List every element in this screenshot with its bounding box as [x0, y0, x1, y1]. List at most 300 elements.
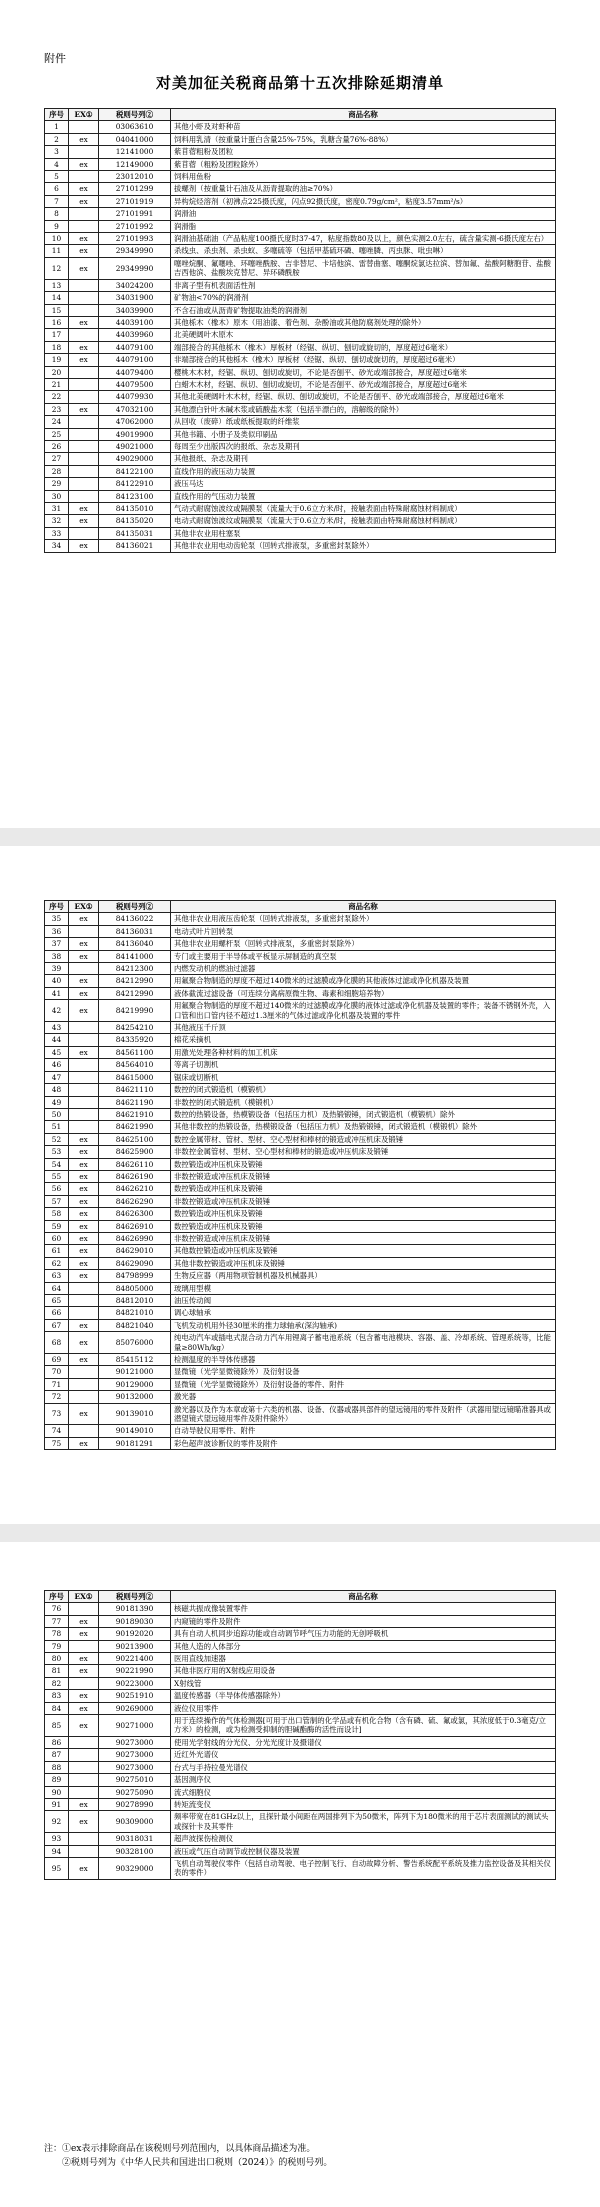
cell-seq: 11	[45, 245, 69, 257]
cell-seq: 86	[45, 1736, 69, 1748]
cell-name: 用氟聚合物制造的厚度不超过140微米的过滤膜或净化膜的其他液体过滤或净化机器及装置	[171, 975, 556, 987]
cell-code: 84123100	[99, 490, 171, 502]
cell-code: 44079500	[99, 378, 171, 390]
cell-seq: 12	[45, 257, 69, 279]
cell-seq: 46	[45, 1059, 69, 1071]
cell-name: 检测温度的半导体传感器	[171, 1354, 556, 1366]
cell-name: 每周至少出版四次的报纸、杂志及期刊	[171, 440, 556, 452]
cell-code: 34031900	[99, 292, 171, 304]
cell-code: 84122100	[99, 465, 171, 477]
cell-code: 90275090	[99, 1786, 171, 1798]
cell-code: 90221400	[99, 1653, 171, 1665]
table-row	[45, 1354, 556, 1366]
cell-name: 其他栎木（橡木）原木（用油漆、着色剂、杂酚油或其他防腐剂处理的除外）	[171, 316, 556, 328]
cell-ex: ex	[69, 1665, 99, 1677]
table-row	[45, 527, 556, 539]
table-row	[45, 1378, 556, 1390]
cell-ex	[69, 1640, 99, 1652]
table-row	[45, 1108, 556, 1120]
table-row	[45, 1220, 556, 1232]
cell-code: 84629010	[99, 1245, 171, 1257]
cell-ex: ex	[69, 1245, 99, 1257]
cell-ex: ex	[69, 503, 99, 515]
table-row	[45, 453, 556, 465]
cell-code: 84136022	[99, 913, 171, 925]
cell-ex: ex	[69, 975, 99, 987]
cell-name: 转矩流变仪	[171, 1798, 556, 1810]
cell-ex: ex	[69, 354, 99, 366]
table-row	[45, 963, 556, 975]
table-row	[45, 1761, 556, 1773]
cell-seq: 27	[45, 453, 69, 465]
cell-seq: 34	[45, 540, 69, 552]
table-row	[45, 233, 556, 245]
table-row	[45, 1084, 556, 1096]
cell-name: 数控的闭式锻造机（模锻机）	[171, 1084, 556, 1096]
cell-ex: ex	[69, 1615, 99, 1627]
cell-ex	[69, 366, 99, 378]
cell-ex	[69, 146, 99, 158]
cell-name: 其他报纸、杂志及期刊	[171, 453, 556, 465]
table-row	[45, 171, 556, 183]
cell-name: 润滑油基础油（产品粘度100摄氏度时37-47，粘度指数80及以上，颜色实测2.0左右，硫含量实测-6摄氏度左右）	[171, 233, 556, 245]
cell-name: 基因测序仪	[171, 1774, 556, 1786]
cell-name: 其他书籍、小册子及类似印刷品	[171, 428, 556, 440]
cell-name: 其他非农业用电动齿轮泵（回转式排液泵，多重密封泵除外）	[171, 540, 556, 552]
cell-name: 具有自动人机同步追踪功能或自动调节呼气压力功能的无创呼吸机	[171, 1628, 556, 1640]
table-row	[45, 925, 556, 937]
cell-seq: 94	[45, 1845, 69, 1857]
cell-ex	[69, 1603, 99, 1615]
cell-seq: 89	[45, 1774, 69, 1786]
cell-code: 44079100	[99, 341, 171, 353]
cell-seq: 49	[45, 1096, 69, 1108]
cell-code: 90181291	[99, 1437, 171, 1449]
cell-ex	[69, 527, 99, 539]
cell-seq: 61	[45, 1245, 69, 1257]
cell-ex: ex	[69, 987, 99, 999]
cell-seq: 78	[45, 1628, 69, 1640]
table-row	[45, 987, 556, 999]
cell-code: 90273000	[99, 1749, 171, 1761]
cell-code: 84564010	[99, 1059, 171, 1071]
cell-seq: 2	[45, 133, 69, 145]
cell-code: 90149010	[99, 1425, 171, 1437]
cell-name: 飞机发动机用外径30厘米的推力球轴承(深沟轴承)	[171, 1319, 556, 1331]
cell-seq: 77	[45, 1615, 69, 1627]
cell-name: 液体截流过滤设备（可连续分离病原微生物、毒素和细胞培养物）	[171, 987, 556, 999]
cell-name: 北美硬阔叶木原木	[171, 329, 556, 341]
cell-code: 84798999	[99, 1270, 171, 1282]
cell-seq: 67	[45, 1319, 69, 1331]
cell-name: 润滑油	[171, 208, 556, 220]
cell-name: 棉花采摘机	[171, 1034, 556, 1046]
cell-seq: 9	[45, 220, 69, 232]
cell-name: 非数控的闭式锻造机（模锻机）	[171, 1096, 556, 1108]
cell-ex: ex	[69, 1715, 99, 1737]
cell-ex: ex	[69, 1046, 99, 1058]
cell-name: 使用光学射线的分光仪、分光光度计及摄谱仪	[171, 1736, 556, 1748]
table-row	[45, 279, 556, 291]
cell-seq: 23	[45, 403, 69, 415]
cell-code: 90273000	[99, 1736, 171, 1748]
table-row	[45, 183, 556, 195]
cell-ex: ex	[69, 1158, 99, 1170]
cell-code: 90275010	[99, 1774, 171, 1786]
table-row	[45, 1146, 556, 1158]
cell-ex: ex	[69, 1354, 99, 1366]
cell-seq: 26	[45, 440, 69, 452]
header-ex: EX①	[69, 109, 99, 121]
table-row	[45, 1736, 556, 1748]
cell-code: 84135031	[99, 527, 171, 539]
header-ex: EX①	[69, 901, 99, 913]
cell-code: 84141000	[99, 950, 171, 962]
cell-code: 90309000	[99, 1811, 171, 1833]
table-row	[45, 391, 556, 403]
cell-code: 84561100	[99, 1046, 171, 1058]
cell-ex: ex	[69, 1208, 99, 1220]
cell-seq: 76	[45, 1603, 69, 1615]
header-name: 商品名称	[171, 1591, 556, 1603]
cell-seq: 56	[45, 1183, 69, 1195]
cell-seq: 48	[45, 1084, 69, 1096]
cell-name: 飞机自动驾驶仪零件（包括自动驾驶、电子控制飞行、自动故障分析、警告系统配平系统及推力监控设备及其相关仪表的零件）	[171, 1857, 556, 1879]
cell-name: 频率带宽在81GHz以上，且探针最小间距在两国排列下为50微米，阵列下为180微米的用于芯片表面测试的测试头或探针卡及其零件	[171, 1811, 556, 1833]
table-row	[45, 913, 556, 925]
cell-ex	[69, 1677, 99, 1689]
cell-code: 34039900	[99, 304, 171, 316]
table-row	[45, 366, 556, 378]
table-row	[45, 1245, 556, 1257]
cell-ex	[69, 208, 99, 220]
cell-seq: 70	[45, 1366, 69, 1378]
cell-seq: 8	[45, 208, 69, 220]
table-body	[45, 121, 556, 552]
cell-code: 84135010	[99, 503, 171, 515]
cell-name: 显微镜（光学显微镜除外）及衍射设备的零件、附件	[171, 1378, 556, 1390]
table-body	[45, 913, 556, 1450]
table-row	[45, 950, 556, 962]
table-row	[45, 1628, 556, 1640]
cell-code: 29349990	[99, 245, 171, 257]
cell-code: 84821040	[99, 1319, 171, 1331]
cell-code: 84621110	[99, 1084, 171, 1096]
cell-seq: 20	[45, 366, 69, 378]
cell-name: 其他非数控的热锻设备，热模锻设备（包括压力机）及热锻锻锤，闭式锻造机（模锻机）除外	[171, 1121, 556, 1133]
cell-seq: 21	[45, 378, 69, 390]
cell-name: 紫苜蓿粗粉及团粒	[171, 146, 556, 158]
cell-ex: ex	[69, 245, 99, 257]
cell-code: 44079400	[99, 366, 171, 378]
cell-ex	[69, 220, 99, 232]
table-row	[45, 938, 556, 950]
cell-seq: 81	[45, 1665, 69, 1677]
table-row	[45, 1798, 556, 1810]
table-row	[45, 245, 556, 257]
cell-code: 90269000	[99, 1702, 171, 1714]
cell-ex	[69, 1833, 99, 1845]
cell-name: 液压马达	[171, 478, 556, 490]
cell-code: 27101991	[99, 208, 171, 220]
cell-ex	[69, 1307, 99, 1319]
header-seq: 序号	[45, 109, 69, 121]
cell-ex	[69, 1084, 99, 1096]
cell-name: 电动式叶片回转泵	[171, 925, 556, 937]
cell-name: 数控锻造或冲压机床及锻锤	[171, 1208, 556, 1220]
cell-ex	[69, 1034, 99, 1046]
cell-ex: ex	[69, 403, 99, 415]
cell-code: 90132000	[99, 1391, 171, 1403]
header-seq: 序号	[45, 901, 69, 913]
cell-code: 84212300	[99, 963, 171, 975]
cell-name: 其他非数控锻造或冲压机床及锻锤	[171, 1257, 556, 1269]
table-row	[45, 1665, 556, 1677]
table-row	[45, 1034, 556, 1046]
cell-seq: 37	[45, 938, 69, 950]
cell-ex	[69, 1071, 99, 1083]
cell-code: 90181390	[99, 1603, 171, 1615]
cell-code: 49029000	[99, 453, 171, 465]
cell-ex	[69, 279, 99, 291]
cell-ex	[69, 1774, 99, 1786]
cell-code: 90192020	[99, 1628, 171, 1640]
cell-seq: 39	[45, 963, 69, 975]
cell-code: 90271000	[99, 1715, 171, 1737]
cell-name: 不含石油或从沥青矿物提取油类的润滑剂	[171, 304, 556, 316]
cell-seq: 45	[45, 1046, 69, 1058]
cell-name: 矿物油<70%的润滑剂	[171, 292, 556, 304]
cell-ex: ex	[69, 1000, 99, 1022]
cell-name: 激光器以及作为本章或第十六类的机器、设备、仪器或器具部件的望远镜用的零件及附件（武器用望远镜瞄准器具或潜望镜式望远镜用零件及附件除外）	[171, 1403, 556, 1425]
cell-seq: 53	[45, 1146, 69, 1158]
table-row	[45, 1195, 556, 1207]
cell-ex: ex	[69, 1220, 99, 1232]
cell-seq: 73	[45, 1403, 69, 1425]
table-row	[45, 329, 556, 341]
cell-ex: ex	[69, 938, 99, 950]
cell-name: 用于连续操作的气体检测器[可用于出口管制的化学品或有机化合物（含有磷、硫、氟或氯，其浓度低于0.3毫克/立方米）的检测，或为检测受抑制的胆碱酯酶的活性而设计]	[171, 1715, 556, 1737]
cell-seq: 32	[45, 515, 69, 527]
cell-code: 49021000	[99, 440, 171, 452]
cell-ex: ex	[69, 341, 99, 353]
cell-code: 90223000	[99, 1677, 171, 1689]
cell-name: 其他液压千斤顶	[171, 1022, 556, 1034]
cell-code: 29349990	[99, 257, 171, 279]
cell-seq: 18	[45, 341, 69, 353]
cell-seq: 28	[45, 465, 69, 477]
cell-ex	[69, 925, 99, 937]
cell-code: 84626910	[99, 1220, 171, 1232]
cell-name: 其他小虾及对虾种苗	[171, 121, 556, 133]
table-row	[45, 257, 556, 279]
cell-code: 90221990	[99, 1665, 171, 1677]
cell-ex	[69, 1366, 99, 1378]
cell-code: 84621190	[99, 1096, 171, 1108]
cell-seq: 3	[45, 146, 69, 158]
table-row	[45, 1133, 556, 1145]
table-row	[45, 1282, 556, 1294]
table-row	[45, 1677, 556, 1689]
document-title: 对美加征关税商品第十五次排除延期清单	[155, 74, 444, 92]
table-row	[45, 1811, 556, 1833]
table-row	[45, 1096, 556, 1108]
cell-seq: 95	[45, 1857, 69, 1879]
table-row	[45, 133, 556, 145]
table-row	[45, 378, 556, 390]
cell-ex: ex	[69, 1798, 99, 1810]
cell-code: 03063610	[99, 121, 171, 133]
cell-seq: 74	[45, 1425, 69, 1437]
table-row	[45, 1715, 556, 1737]
cell-ex: ex	[69, 195, 99, 207]
table-row	[45, 354, 556, 366]
cell-seq: 52	[45, 1133, 69, 1145]
cell-seq: 64	[45, 1282, 69, 1294]
page-3	[0, 1542, 600, 2207]
table-row	[45, 1046, 556, 1058]
cell-seq: 50	[45, 1108, 69, 1120]
table-row	[45, 1000, 556, 1022]
cell-name: 其他非农业用柱塞泵	[171, 527, 556, 539]
table-row	[45, 1059, 556, 1071]
cell-name: 非数控锻造或冲压机床及锻锤	[171, 1195, 556, 1207]
table-row	[45, 1183, 556, 1195]
cell-code: 84821010	[99, 1307, 171, 1319]
cell-code: 04041000	[99, 133, 171, 145]
cell-code: 27101919	[99, 195, 171, 207]
cell-seq: 68	[45, 1332, 69, 1354]
cell-seq: 84	[45, 1702, 69, 1714]
cell-ex: ex	[69, 1332, 99, 1354]
cell-ex	[69, 121, 99, 133]
table-header	[45, 901, 556, 913]
table-row	[45, 220, 556, 232]
cell-name: 显微镜（光学显微镜除外）及衍射设备	[171, 1366, 556, 1378]
cell-seq: 42	[45, 1000, 69, 1022]
cell-name: 电动式耐腐蚀波纹或隔膜泵（流量大于0.6立方米/时，接触表面由特殊耐腐蚀材料制成）	[171, 515, 556, 527]
cell-ex: ex	[69, 913, 99, 925]
header-code: 税则号列②	[99, 109, 171, 121]
table-row	[45, 503, 556, 515]
cell-ex	[69, 490, 99, 502]
cell-ex: ex	[69, 1437, 99, 1449]
cell-ex: ex	[69, 1857, 99, 1879]
cell-ex: ex	[69, 1183, 99, 1195]
header-name: 商品名称	[171, 109, 556, 121]
table-row	[45, 1690, 556, 1702]
cell-code: 84626190	[99, 1170, 171, 1182]
cell-ex: ex	[69, 233, 99, 245]
cell-name: 锯床或切断机	[171, 1071, 556, 1083]
cell-code: 84615000	[99, 1071, 171, 1083]
cell-ex: ex	[69, 257, 99, 279]
cell-ex: ex	[69, 1232, 99, 1244]
cell-code: 84212990	[99, 975, 171, 987]
cell-code: 90329000	[99, 1857, 171, 1879]
cell-seq: 13	[45, 279, 69, 291]
cell-seq: 1	[45, 121, 69, 133]
cell-seq: 91	[45, 1798, 69, 1810]
cell-code: 90121000	[99, 1366, 171, 1378]
cell-ex	[69, 329, 99, 341]
cell-code: 84212990	[99, 987, 171, 999]
cell-name: 其他北美硬阔叶木木材，经锯、纵切、刨切或旋切，不论是否刨平、砂光或端部接合，厚度超过6毫米	[171, 391, 556, 403]
table-row	[45, 158, 556, 170]
table-row	[45, 341, 556, 353]
cell-name: 噻唑烷酮、氟噻唑、环噻唑酰胺、吉非替尼、卡培他滨、雷替曲塞、噻酮烷氯达拉滨、替加氟、盐酸阿糖胞苷、盐酸吉西他滨、盐酸埃克替尼、异环磷酰胺	[171, 257, 556, 279]
cell-name: 内窥镜的零件及附件	[171, 1615, 556, 1627]
cell-code: 44039100	[99, 316, 171, 328]
cell-seq: 7	[45, 195, 69, 207]
cell-seq: 15	[45, 304, 69, 316]
cell-name: 玻璃用型模	[171, 1282, 556, 1294]
page-1	[0, 0, 600, 828]
cell-ex: ex	[69, 1146, 99, 1158]
table-row	[45, 490, 556, 502]
cell-name: 液位仪用零件	[171, 1702, 556, 1714]
cell-name: 非离子型有机表面活性剂	[171, 279, 556, 291]
table-row	[45, 515, 556, 527]
cell-name: 台式与手持拉曼光谱仪	[171, 1761, 556, 1773]
header-code: 税则号列②	[99, 901, 171, 913]
table-row	[45, 1170, 556, 1182]
cell-seq: 31	[45, 503, 69, 515]
cell-name: 直线作用的气压动力装置	[171, 490, 556, 502]
cell-seq: 40	[45, 975, 69, 987]
cell-seq: 10	[45, 233, 69, 245]
cell-seq: 38	[45, 950, 69, 962]
cell-code: 84629090	[99, 1257, 171, 1269]
cell-seq: 58	[45, 1208, 69, 1220]
cell-name: 气动式耐腐蚀波纹或隔膜泵（流量大于0.6立方米/时，接触表面由特殊耐腐蚀材料制成）	[171, 503, 556, 515]
cell-code: 84625900	[99, 1146, 171, 1158]
cell-seq: 87	[45, 1749, 69, 1761]
table-row	[45, 540, 556, 552]
table-row	[45, 440, 556, 452]
cell-name: 数控锻造或冲压机床及锻锤	[171, 1183, 556, 1195]
cell-ex	[69, 1295, 99, 1307]
cell-seq: 30	[45, 490, 69, 502]
cell-name: 液压或气压自动调节或控制仪器及装置	[171, 1845, 556, 1857]
cell-ex	[69, 1391, 99, 1403]
cell-seq: 63	[45, 1270, 69, 1282]
table-row	[45, 121, 556, 133]
cell-ex	[69, 1096, 99, 1108]
page-2	[0, 846, 600, 1524]
cell-seq: 41	[45, 987, 69, 999]
cell-code: 44079930	[99, 391, 171, 403]
table-row	[45, 1845, 556, 1857]
cell-code: 84219990	[99, 1000, 171, 1022]
exclusion-table	[44, 900, 556, 1450]
cell-seq: 16	[45, 316, 69, 328]
exclusion-table	[44, 108, 556, 553]
table-row	[45, 1702, 556, 1714]
table-row	[45, 1653, 556, 1665]
cell-seq: 59	[45, 1220, 69, 1232]
exclusion-table	[44, 1590, 556, 1880]
cell-ex	[69, 478, 99, 490]
table-row	[45, 465, 556, 477]
cell-ex	[69, 963, 99, 975]
cell-ex	[69, 440, 99, 452]
cell-ex	[69, 378, 99, 390]
cell-ex: ex	[69, 133, 99, 145]
table-row	[45, 1257, 556, 1269]
cell-code: 90129000	[99, 1378, 171, 1390]
cell-code: 90318031	[99, 1833, 171, 1845]
